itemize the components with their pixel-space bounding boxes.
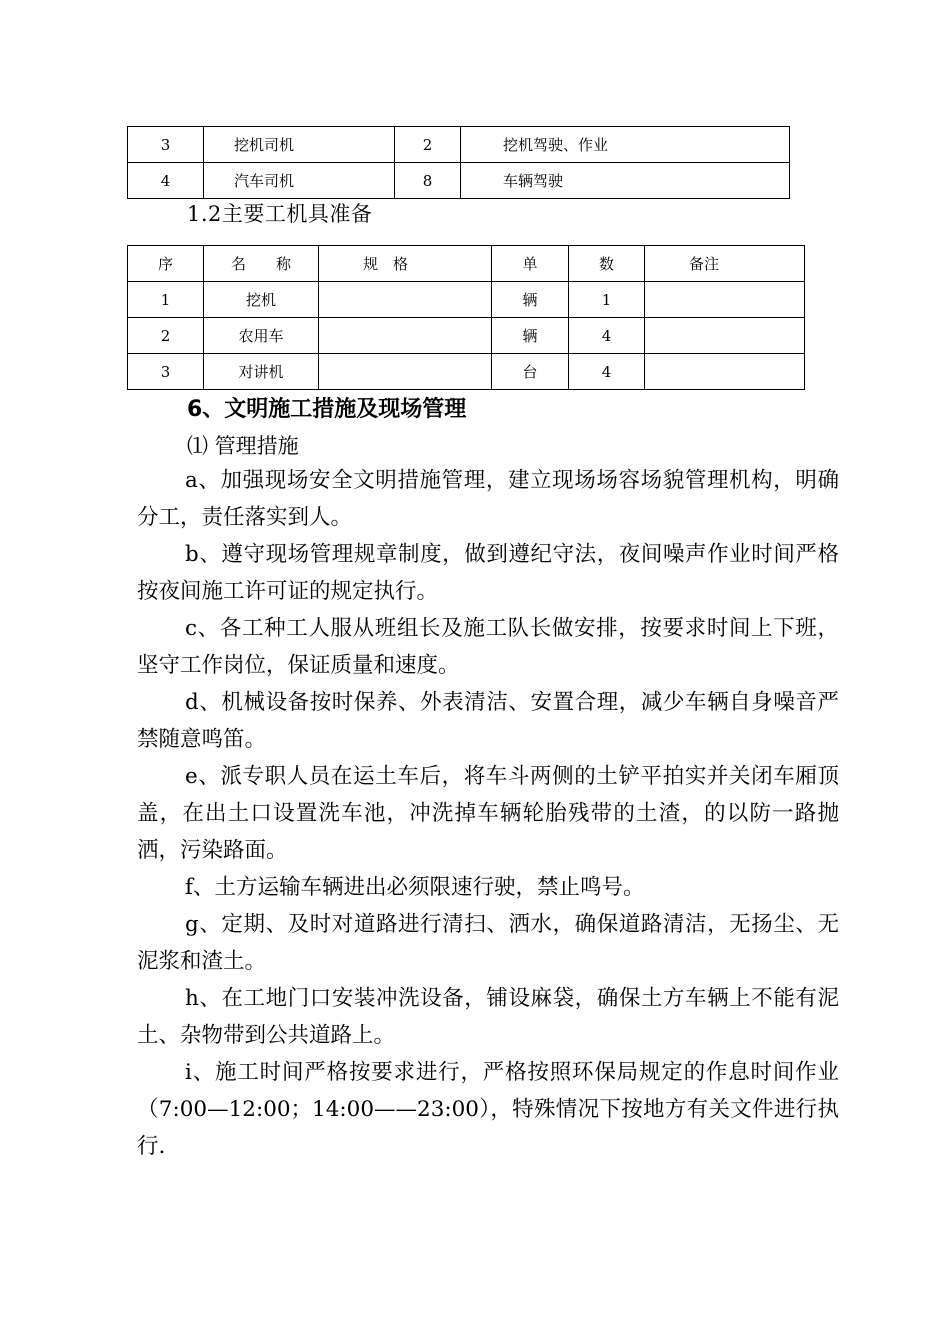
paragraph: e、派专职人员在运土车后，将车斗两侧的土铲平拍实并关闭车厢顶盖，在出土口设置洗车池，冲洗掉车辆轮胎残带的土渣，的以防一路抛洒，污染路面。 <box>137 764 839 863</box>
staff-duty: 车辆驾驶 <box>461 163 790 199</box>
paragraph: g、定期、及时对道路进行清扫、洒水，确保道路清洁，无扬尘、无泥浆和渣土。 <box>137 912 839 974</box>
header-seq: 序 <box>128 246 204 282</box>
measures-body <box>137 462 839 1165</box>
table-row <box>128 354 805 390</box>
tool-name: 农用车 <box>204 318 319 354</box>
tool-seq: 1 <box>128 282 204 318</box>
tool-seq: 3 <box>128 354 204 390</box>
staff-index: 4 <box>128 163 204 199</box>
tool-spec <box>319 318 492 354</box>
section-heading-civilized-construction: 6、文明施工措施及现场管理 <box>187 397 467 422</box>
section-heading-tools: 1.2主要工机具准备 <box>187 202 373 226</box>
tool-unit: 辆 <box>492 318 569 354</box>
tool-unit: 辆 <box>492 282 569 318</box>
tool-note <box>645 282 805 318</box>
tool-qty: 1 <box>569 282 645 318</box>
header-unit: 单 <box>492 246 569 282</box>
paragraph: b、遵守现场管理规章制度，做到遵纪守法，夜间噪声作业时间严格按夜间施工许可证的规定执行。 <box>137 542 839 604</box>
tool-qty: 4 <box>569 318 645 354</box>
staff-count: 2 <box>395 127 461 163</box>
paragraph: f、土方运输车辆进出必须限速行驶，禁止鸣号。 <box>185 875 645 900</box>
table-row <box>128 282 805 318</box>
staff-count: 8 <box>395 163 461 199</box>
table-header-row <box>128 246 805 282</box>
staff-role: 汽车司机 <box>204 163 395 199</box>
header-note: 备注 <box>645 246 805 282</box>
staff-role: 挖机司机 <box>204 127 395 163</box>
paragraph: i、施工时间严格按要求进行，严格按照环保局规定的作息时间作业（7:00—12:00；14:00——23:00），特殊情况下按地方有关文件进行执行. <box>137 1060 839 1159</box>
table-row <box>128 127 790 163</box>
tool-note <box>645 318 805 354</box>
tool-name: 对讲机 <box>204 354 319 390</box>
table-row <box>128 163 790 199</box>
header-spec: 规 格 <box>319 246 492 282</box>
staff-index: 3 <box>128 127 204 163</box>
staff-duty: 挖机驾驶、作业 <box>461 127 790 163</box>
header-name: 名 称 <box>204 246 319 282</box>
paragraph: d、机械设备按时保养、外表清洁、安置合理，减少车辆自身噪音严禁随意鸣笛。 <box>137 690 839 752</box>
paragraph: c、各工种工人服从班组长及施工队长做安排，按要求时间上下班，坚守工作岗位，保证质量和速度。 <box>137 616 839 678</box>
paragraph: h、在工地门口安装冲洗设备，铺设麻袋，确保土方车辆上不能有泥土、杂物带到公共道路上。 <box>137 986 839 1048</box>
tools-table <box>127 245 805 390</box>
staff-table <box>127 126 790 199</box>
tool-note <box>645 354 805 390</box>
tool-spec <box>319 354 492 390</box>
tool-spec <box>319 282 492 318</box>
paragraph: a、加强现场安全文明措施管理，建立现场场容场貌管理机构，明确分工，责任落实到人。 <box>137 468 839 530</box>
header-qty: 数 <box>569 246 645 282</box>
tool-qty: 4 <box>569 354 645 390</box>
tool-unit: 台 <box>492 354 569 390</box>
table-row <box>128 318 805 354</box>
tool-name: 挖机 <box>204 282 319 318</box>
tool-seq: 2 <box>128 318 204 354</box>
sub-heading-management: ⑴ 管理措施 <box>187 434 299 458</box>
